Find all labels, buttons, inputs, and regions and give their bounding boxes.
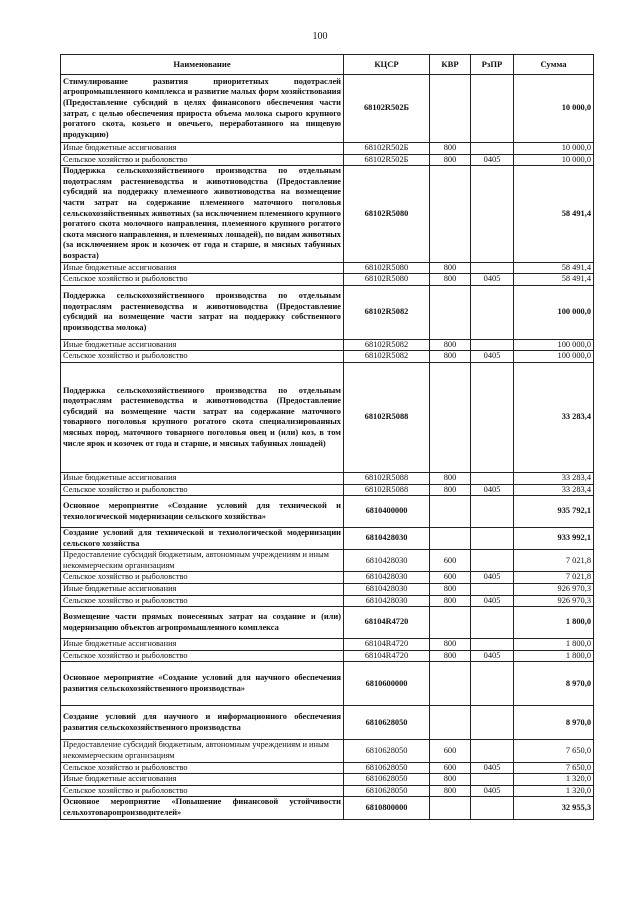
cell-kcsr: 68102R5080 bbox=[344, 166, 430, 262]
cell-kvr: 800 bbox=[430, 472, 471, 484]
table-row bbox=[61, 351, 594, 363]
cell-name: Сельское хозяйство и рыболовство bbox=[61, 762, 344, 774]
cell-kcsr: 6810628050 bbox=[344, 706, 430, 740]
table-row bbox=[61, 584, 594, 596]
cell-name: Стимулирование развития приоритетных подотраслей агропромышленного комплекса и развитие малых форм хозяйствования (Предоставление субсидий в целях финансового обеспечения части затрат, с целью обеспечения прироста объема молока сырого крупного рогатого скота, козьего и овечьего, переработанного на пищевую продукцию) bbox=[61, 75, 344, 143]
cell-sum: 7 021,8 bbox=[514, 550, 594, 572]
table-row bbox=[61, 143, 594, 155]
cell-name: Возмещение части прямых понесенных затрат на создание и (или) модернизацию объектов агропромышленного комплекса bbox=[61, 607, 344, 639]
cell-kvr: 600 bbox=[430, 550, 471, 572]
table-row bbox=[61, 762, 594, 774]
cell-kvr: 800 bbox=[430, 262, 471, 274]
header-kvr: КВР bbox=[430, 55, 471, 75]
cell-rzpr: 0405 bbox=[471, 595, 514, 607]
cell-rzpr: 0405 bbox=[471, 484, 514, 496]
cell-sum: 935 792,1 bbox=[514, 496, 594, 528]
cell-kvr bbox=[430, 662, 471, 706]
table-row bbox=[61, 339, 594, 351]
cell-name: Сельское хозяйство и рыболовство bbox=[61, 274, 344, 286]
cell-rzpr bbox=[471, 662, 514, 706]
table-row bbox=[61, 785, 594, 797]
cell-kcsr: 68102R502Б bbox=[344, 143, 430, 155]
cell-sum: 8 970,0 bbox=[514, 706, 594, 740]
cell-kcsr: 68104R4720 bbox=[344, 607, 430, 639]
table-row bbox=[61, 774, 594, 786]
cell-sum: 100 000,0 bbox=[514, 339, 594, 351]
cell-sum: 33 283,4 bbox=[514, 362, 594, 472]
cell-name: Сельское хозяйство и рыболовство bbox=[61, 572, 344, 584]
cell-kvr: 800 bbox=[430, 484, 471, 496]
cell-rzpr bbox=[471, 472, 514, 484]
cell-sum: 100 000,0 bbox=[514, 285, 594, 339]
cell-sum: 926 970,3 bbox=[514, 584, 594, 596]
table-row bbox=[61, 650, 594, 662]
cell-sum: 58 491,4 bbox=[514, 274, 594, 286]
cell-kcsr: 6810428030 bbox=[344, 528, 430, 550]
cell-name: Предоставление субсидий бюджетным, автономным учреждениям и иным некоммерческим организациям bbox=[61, 550, 344, 572]
cell-rzpr: 0405 bbox=[471, 762, 514, 774]
cell-kcsr: 6810628050 bbox=[344, 774, 430, 786]
cell-kvr: 800 bbox=[430, 639, 471, 651]
cell-kvr bbox=[430, 496, 471, 528]
cell-rzpr bbox=[471, 584, 514, 596]
cell-name: Иные бюджетные ассигнования bbox=[61, 262, 344, 274]
table-row bbox=[61, 639, 594, 651]
table-row bbox=[61, 362, 594, 472]
cell-rzpr bbox=[471, 550, 514, 572]
cell-kcsr: 6810628050 bbox=[344, 785, 430, 797]
cell-sum: 1 800,0 bbox=[514, 650, 594, 662]
cell-sum: 933 992,1 bbox=[514, 528, 594, 550]
cell-rzpr bbox=[471, 143, 514, 155]
table-row bbox=[61, 706, 594, 740]
cell-rzpr bbox=[471, 740, 514, 762]
table-row bbox=[61, 274, 594, 286]
cell-kvr bbox=[430, 285, 471, 339]
cell-kcsr: 6810600000 bbox=[344, 662, 430, 706]
cell-name: Основное мероприятие «Создание условий для технической и технологической модернизации сельского хозяйства» bbox=[61, 496, 344, 528]
cell-rzpr: 0405 bbox=[471, 785, 514, 797]
cell-name: Основное мероприятие «Повышение финансовой устойчивости сельхозтоваропроизводителей» bbox=[61, 797, 344, 819]
cell-name: Сельское хозяйство и рыболовство bbox=[61, 650, 344, 662]
cell-kcsr: 68102R502Б bbox=[344, 75, 430, 143]
cell-rzpr bbox=[471, 774, 514, 786]
cell-name: Иные бюджетные ассигнования bbox=[61, 584, 344, 596]
cell-name: Сельское хозяйство и рыболовство bbox=[61, 351, 344, 363]
header-rzpr: РзПР bbox=[471, 55, 514, 75]
cell-sum: 7 021,8 bbox=[514, 572, 594, 584]
cell-kvr: 800 bbox=[430, 650, 471, 662]
cell-kvr: 600 bbox=[430, 762, 471, 774]
cell-kvr bbox=[430, 528, 471, 550]
cell-sum: 926 970,3 bbox=[514, 595, 594, 607]
table-row bbox=[61, 285, 594, 339]
cell-sum: 33 283,4 bbox=[514, 472, 594, 484]
table-row bbox=[61, 595, 594, 607]
cell-kvr: 800 bbox=[430, 774, 471, 786]
cell-kcsr: 68102R5080 bbox=[344, 274, 430, 286]
cell-kcsr: 68102R5088 bbox=[344, 472, 430, 484]
cell-kcsr: 6810428030 bbox=[344, 572, 430, 584]
cell-sum: 7 650,0 bbox=[514, 740, 594, 762]
header-kcsr: КЦСР bbox=[344, 55, 430, 75]
cell-kcsr: 68102R5088 bbox=[344, 362, 430, 472]
cell-kcsr: 68102R502Б bbox=[344, 154, 430, 166]
table-row bbox=[61, 528, 594, 550]
cell-name: Поддержка сельскохозяйственного производства по отдельным подотраслям растениеводства и животноводства (Предоставление субсидий на поддержку племенного животноводства на возмещение части затрат на содержание племенного маточного поголовья сельскохозяйственных животных (за исключением племенного крупного рогатого скота молочного направления, племенного крупного рогатого скота мясного направления, и племенных лошадей), по видам животных (за исключением ярок и козочек от года и старше, и мясных табунных возраста) bbox=[61, 166, 344, 262]
cell-rzpr bbox=[471, 607, 514, 639]
cell-name: Поддержка сельскохозяйственного производства по отдельным подотраслям растениеводства и животноводства (Предоставление субсидий на возмещение части затрат на поддержку собственного производства молока) bbox=[61, 285, 344, 339]
cell-sum: 1 800,0 bbox=[514, 639, 594, 651]
cell-name: Поддержка сельскохозяйственного производства по отдельным подотраслям растениеводства и животноводства (Предоставление субсидий на возмещение части затрат на содержание маточного товарного поголовья крупного рогатого скота специализированных мясных пород, маточного товарного поголовья овец и (или) коз, в том числе ярок и козочек от года и старше, и мясных табунных лошадей) bbox=[61, 362, 344, 472]
page-number: 100 bbox=[312, 31, 328, 42]
cell-kcsr: 68104R4720 bbox=[344, 639, 430, 651]
table-row bbox=[61, 662, 594, 706]
cell-rzpr bbox=[471, 362, 514, 472]
cell-kvr: 800 bbox=[430, 785, 471, 797]
cell-kvr: 800 bbox=[430, 595, 471, 607]
cell-rzpr bbox=[471, 262, 514, 274]
cell-sum: 1 320,0 bbox=[514, 774, 594, 786]
cell-kvr bbox=[430, 75, 471, 143]
cell-name: Иные бюджетные ассигнования bbox=[61, 472, 344, 484]
cell-sum: 10 000,0 bbox=[514, 154, 594, 166]
table-row bbox=[61, 484, 594, 496]
cell-kcsr: 6810628050 bbox=[344, 762, 430, 774]
cell-rzpr bbox=[471, 166, 514, 262]
cell-sum: 1 800,0 bbox=[514, 607, 594, 639]
cell-name: Сельское хозяйство и рыболовство bbox=[61, 154, 344, 166]
cell-rzpr bbox=[471, 75, 514, 143]
cell-sum: 58 491,4 bbox=[514, 262, 594, 274]
cell-kvr: 600 bbox=[430, 572, 471, 584]
table-row bbox=[61, 496, 594, 528]
cell-name: Иные бюджетные ассигнования bbox=[61, 774, 344, 786]
cell-name: Основное мероприятие «Создание условий для научного обеспечения развития сельскохозяйственного производства» bbox=[61, 662, 344, 706]
table-row bbox=[61, 740, 594, 762]
cell-kcsr: 68102R5082 bbox=[344, 351, 430, 363]
cell-kvr bbox=[430, 797, 471, 819]
table-row bbox=[61, 262, 594, 274]
table-row bbox=[61, 472, 594, 484]
cell-name: Сельское хозяйство и рыболовство bbox=[61, 595, 344, 607]
cell-rzpr bbox=[471, 496, 514, 528]
cell-kcsr: 6810428030 bbox=[344, 550, 430, 572]
cell-rzpr bbox=[471, 706, 514, 740]
cell-kcsr: 68102R5080 bbox=[344, 262, 430, 274]
cell-rzpr bbox=[471, 285, 514, 339]
cell-rzpr bbox=[471, 639, 514, 651]
cell-kvr: 800 bbox=[430, 143, 471, 155]
table-row bbox=[61, 797, 594, 819]
cell-name: Иные бюджетные ассигнования bbox=[61, 143, 344, 155]
cell-kcsr: 6810428030 bbox=[344, 584, 430, 596]
cell-rzpr bbox=[471, 339, 514, 351]
table-row bbox=[61, 154, 594, 166]
cell-sum: 10 000,0 bbox=[514, 143, 594, 155]
cell-kvr: 800 bbox=[430, 584, 471, 596]
header-sum: Сумма bbox=[514, 55, 594, 75]
cell-kcsr: 68102R5088 bbox=[344, 484, 430, 496]
cell-kvr: 600 bbox=[430, 740, 471, 762]
cell-sum: 8 970,0 bbox=[514, 662, 594, 706]
cell-kcsr: 68102R5082 bbox=[344, 339, 430, 351]
budget-table bbox=[60, 54, 594, 820]
header-name: Наименование bbox=[61, 55, 344, 75]
cell-kcsr: 6810400000 bbox=[344, 496, 430, 528]
cell-kvr bbox=[430, 362, 471, 472]
cell-name: Иные бюджетные ассигнования bbox=[61, 639, 344, 651]
cell-rzpr: 0405 bbox=[471, 572, 514, 584]
cell-kvr bbox=[430, 607, 471, 639]
cell-sum: 33 283,4 bbox=[514, 484, 594, 496]
table-row bbox=[61, 607, 594, 639]
cell-kcsr: 6810628050 bbox=[344, 740, 430, 762]
cell-name: Создание условий для технической и технологической модернизации сельского хозяйства bbox=[61, 528, 344, 550]
cell-rzpr: 0405 bbox=[471, 154, 514, 166]
cell-rzpr: 0405 bbox=[471, 351, 514, 363]
cell-name: Предоставление субсидий бюджетным, автономным учреждениям и иным некоммерческим организациям bbox=[61, 740, 344, 762]
cell-sum: 100 000,0 bbox=[514, 351, 594, 363]
cell-rzpr: 0405 bbox=[471, 274, 514, 286]
cell-kcsr: 6810428030 bbox=[344, 595, 430, 607]
cell-name: Сельское хозяйство и рыболовство bbox=[61, 785, 344, 797]
table-row bbox=[61, 75, 594, 143]
table-row bbox=[61, 166, 594, 262]
cell-sum: 1 320,0 bbox=[514, 785, 594, 797]
cell-kvr: 800 bbox=[430, 154, 471, 166]
table-row bbox=[61, 550, 594, 572]
cell-sum: 32 955,3 bbox=[514, 797, 594, 819]
cell-kcsr: 6810800000 bbox=[344, 797, 430, 819]
table-row bbox=[61, 572, 594, 584]
cell-kcsr: 68104R4720 bbox=[344, 650, 430, 662]
cell-rzpr: 0405 bbox=[471, 650, 514, 662]
cell-name: Создание условий для научного и информационного обеспечения развития сельскохозяйственного производства bbox=[61, 706, 344, 740]
cell-kcsr: 68102R5082 bbox=[344, 285, 430, 339]
cell-name: Сельское хозяйство и рыболовство bbox=[61, 484, 344, 496]
cell-sum: 10 000,0 bbox=[514, 75, 594, 143]
cell-sum: 7 650,0 bbox=[514, 762, 594, 774]
cell-name: Иные бюджетные ассигнования bbox=[61, 339, 344, 351]
cell-kvr: 800 bbox=[430, 274, 471, 286]
cell-kvr bbox=[430, 166, 471, 262]
cell-rzpr bbox=[471, 797, 514, 819]
cell-kvr bbox=[430, 706, 471, 740]
cell-sum: 58 491,4 bbox=[514, 166, 594, 262]
cell-rzpr bbox=[471, 528, 514, 550]
table-header-row bbox=[61, 55, 594, 75]
cell-kvr: 800 bbox=[430, 339, 471, 351]
cell-kvr: 800 bbox=[430, 351, 471, 363]
